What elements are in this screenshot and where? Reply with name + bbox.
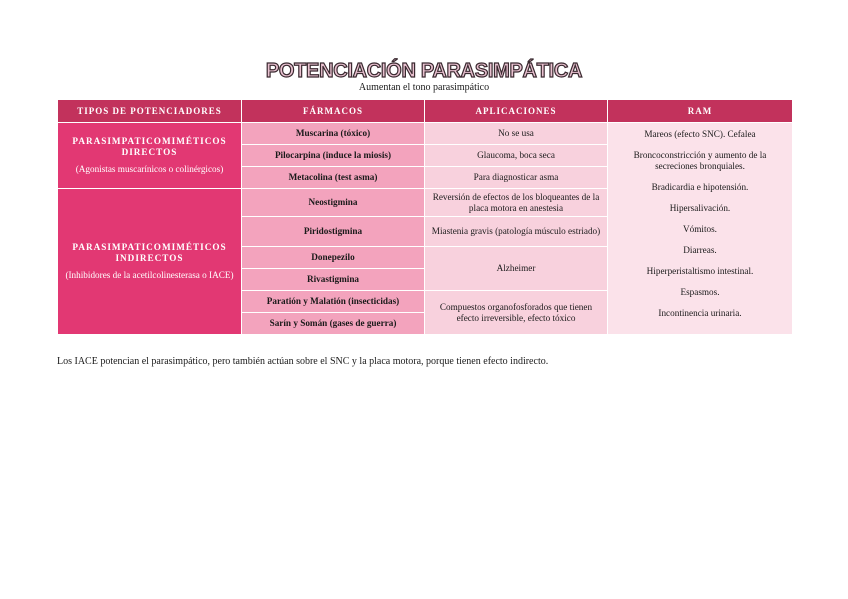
group-description: (Inhibidores de la acetilcolinesterasa o IACE) xyxy=(65,270,234,280)
ram-item: Broncoconstricción y aumento de la secreciones bronquiales. xyxy=(633,149,767,171)
drug-cell: Neostigmina xyxy=(242,189,425,217)
application-cell: No se usa xyxy=(425,123,608,145)
ram-item: Mareos (efecto SNC). Cefalea xyxy=(644,128,756,139)
group-name: PARASIMPATICOMIMÉTICOS INDIRECTOS xyxy=(72,242,227,263)
ram-item: Incontinencia urinaria. xyxy=(658,307,742,318)
group-name: PARASIMPATICOMIMÉTICOS DIRECTOS xyxy=(72,136,227,157)
header-types: TIPOS DE POTENCIADORES xyxy=(58,100,242,123)
application-cell: Compuestos organofosforados que tienen efecto irreversible, efecto tóxico xyxy=(425,291,608,335)
header-applications: APLICACIONES xyxy=(425,100,608,123)
header-drugs: FÁRMACOS xyxy=(242,100,425,123)
potentiators-table xyxy=(57,99,793,335)
drug-cell: Sarín y Somán (gases de guerra) xyxy=(242,313,425,335)
drug-cell: Piridostigmina xyxy=(242,217,425,247)
ram-cell xyxy=(608,123,793,335)
ram-item: Hipersalivación. xyxy=(669,202,731,213)
drug-cell: Pilocarpina (induce la miosis) xyxy=(242,145,425,167)
application-cell: Alzheimer xyxy=(425,247,608,291)
group-description: (Agonistas muscarínicos o colinérgicos) xyxy=(75,164,224,174)
group-direct-cell xyxy=(58,123,242,189)
ram-item: Vómitos. xyxy=(683,223,717,234)
group-indirect-cell xyxy=(58,189,242,335)
drug-cell: Donepezilo xyxy=(242,247,425,269)
page-title: POTENCIACIÓN PARASIMPÁTICA xyxy=(265,60,583,82)
application-cell: Para diagnosticar asma xyxy=(425,167,608,189)
application-cell: Miastenia gravis (patología músculo estriado) xyxy=(425,217,608,247)
application-cell: Glaucoma, boca seca xyxy=(425,145,608,167)
drug-cell: Metacolina (test asma) xyxy=(242,167,425,189)
ram-item: Bradicardia e hipotensión. xyxy=(651,181,749,192)
ram-item: Diarreas. xyxy=(683,244,717,255)
table-header-row xyxy=(58,100,793,123)
ram-item: Espasmos. xyxy=(680,286,720,297)
table-row xyxy=(58,123,793,145)
ram-item: Hiperperistaltismo intestinal. xyxy=(646,265,754,276)
drug-cell: Muscarina (tóxico) xyxy=(242,123,425,145)
footnote: Los IACE potencian el parasimpático, pero también actúan sobre el SNC y la placa motora, porque tienen efecto indirecto. xyxy=(57,356,549,367)
header-ram: RAM xyxy=(608,100,793,123)
page-subtitle: Aumentan el tono parasimpático xyxy=(358,82,490,93)
drug-cell: Paratión y Malatión (insecticidas) xyxy=(242,291,425,313)
application-cell: Reversión de efectos de los bloqueantes de la placa motora en anestesia xyxy=(425,189,608,217)
drug-cell: Rivastigmina xyxy=(242,269,425,291)
